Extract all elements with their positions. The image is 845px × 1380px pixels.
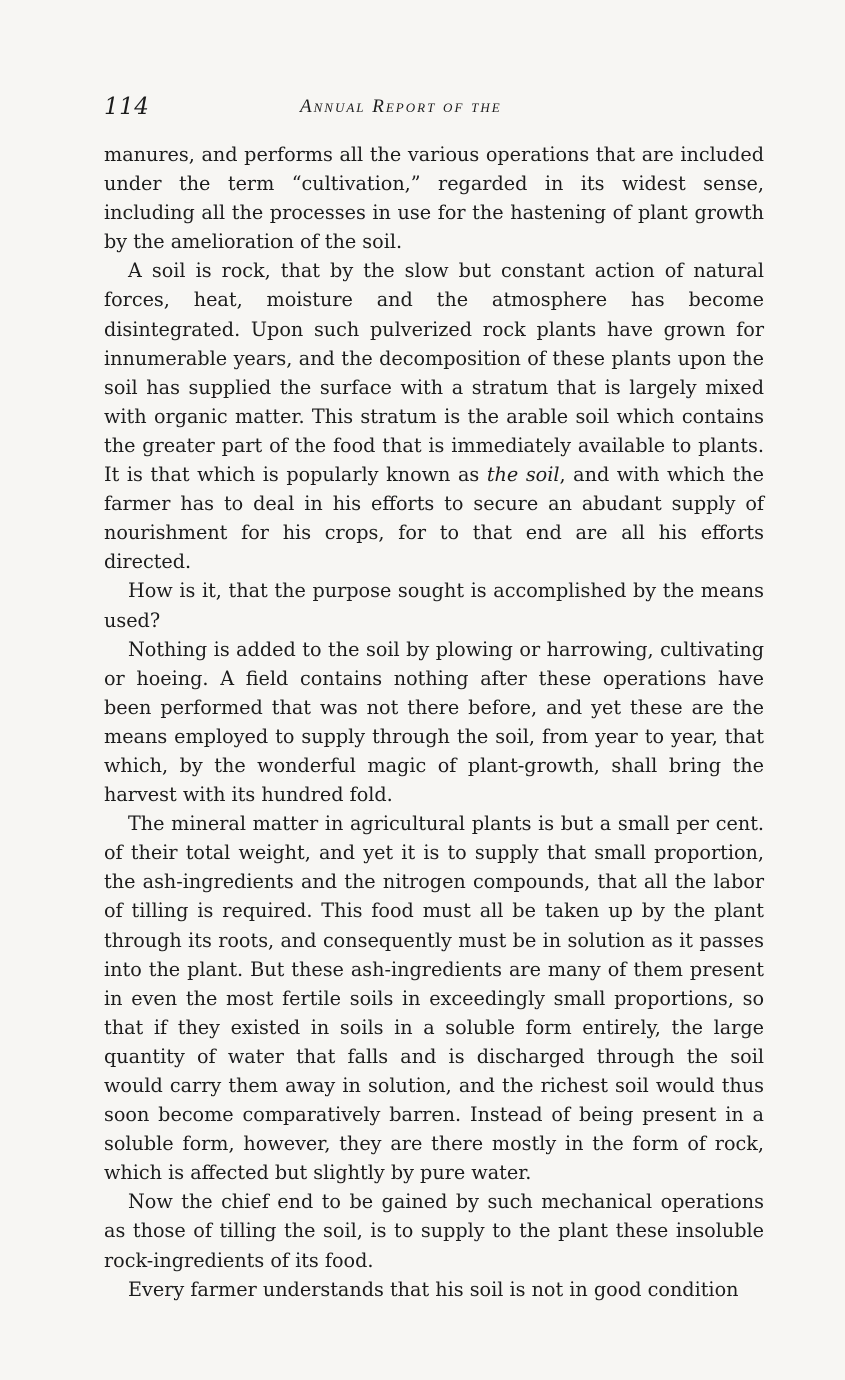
- paragraph-soil-definition: [104, 256, 764, 576]
- paragraph-every-farmer: Every farmer understands that his soil is not in good condition: [128, 1277, 739, 1301]
- page-number: 114: [104, 94, 150, 120]
- paragraph-mineral-matter: The mineral matter in agricultural plants is but a small per cent. of their total weight, and yet it is to supply that small proportion, the ash-ingredients and the nitrogen compounds, that all the labor of tilling is required. This food must all be taken up by the plant through its roots, and consequently must be in solution as it passes into the plant. But these ash-ingredients are many of them present in even the most fertile soils in exceedingly small proportions, so that if they existed in soils in a soluble form entirely, the large quantity of water that falls and is discharged through the soil would carry them away in solution, and the richest soil would thus soon become comparatively barren. Instead of being present in a soluble form, however, they are there mostly in the form of rock, which is affected but slightly by pure water.: [104, 812, 764, 1185]
- paragraph-plowing: Nothing is added to the soil by plowing or harrowing, cultivating or hoeing. A field contains nothing after these operations have been performed that was not there before, and yet these are the means employed to supply through the soil, from year to year, that which, by the wonderful magic of plant-growth, shall bring the harvest with its hundred fold.: [104, 637, 764, 807]
- paragraph-chief-end: Now the chief end to be gained by such mechanical operations as those of tilling the soil, is to supply to the plant these insoluble rock-ingredients of its food.: [104, 1190, 764, 1272]
- emphasized-term: the soil: [486, 463, 560, 487]
- paragraph-continued: manures, and performs all the various operations that are included under the term “cultivation,” regarded in its widest sense, including all the processes in use for the hastening of plant growth by the amelioration of the soil.: [104, 143, 764, 254]
- paragraph-text: A soil is rock, that by the slow but constant action of natural forces, heat, moisture and the atmosphere has become disintegrated. Upon such pulverized rock plants have grown for innumerable years, and the decomposition of these plants upon the soil has supplied the surface with a stratum that is largely mixed with organic matter. This stratum is the arable soil which contains the greater part of the food that is immediately available to plants. It is that which is popularly known as: [104, 259, 764, 487]
- paragraph-question: How is it, that the purpose sought is accomplished by the means used?: [104, 579, 764, 632]
- body-text: [104, 140, 764, 1304]
- running-head: Annual Report of the: [300, 96, 502, 117]
- page-header: [104, 94, 764, 124]
- paragraph-text: , and with which the farmer has to deal in his efforts to secure an abudant supply of nourishment for his crops, for to that end are all his efforts directed.: [104, 463, 765, 574]
